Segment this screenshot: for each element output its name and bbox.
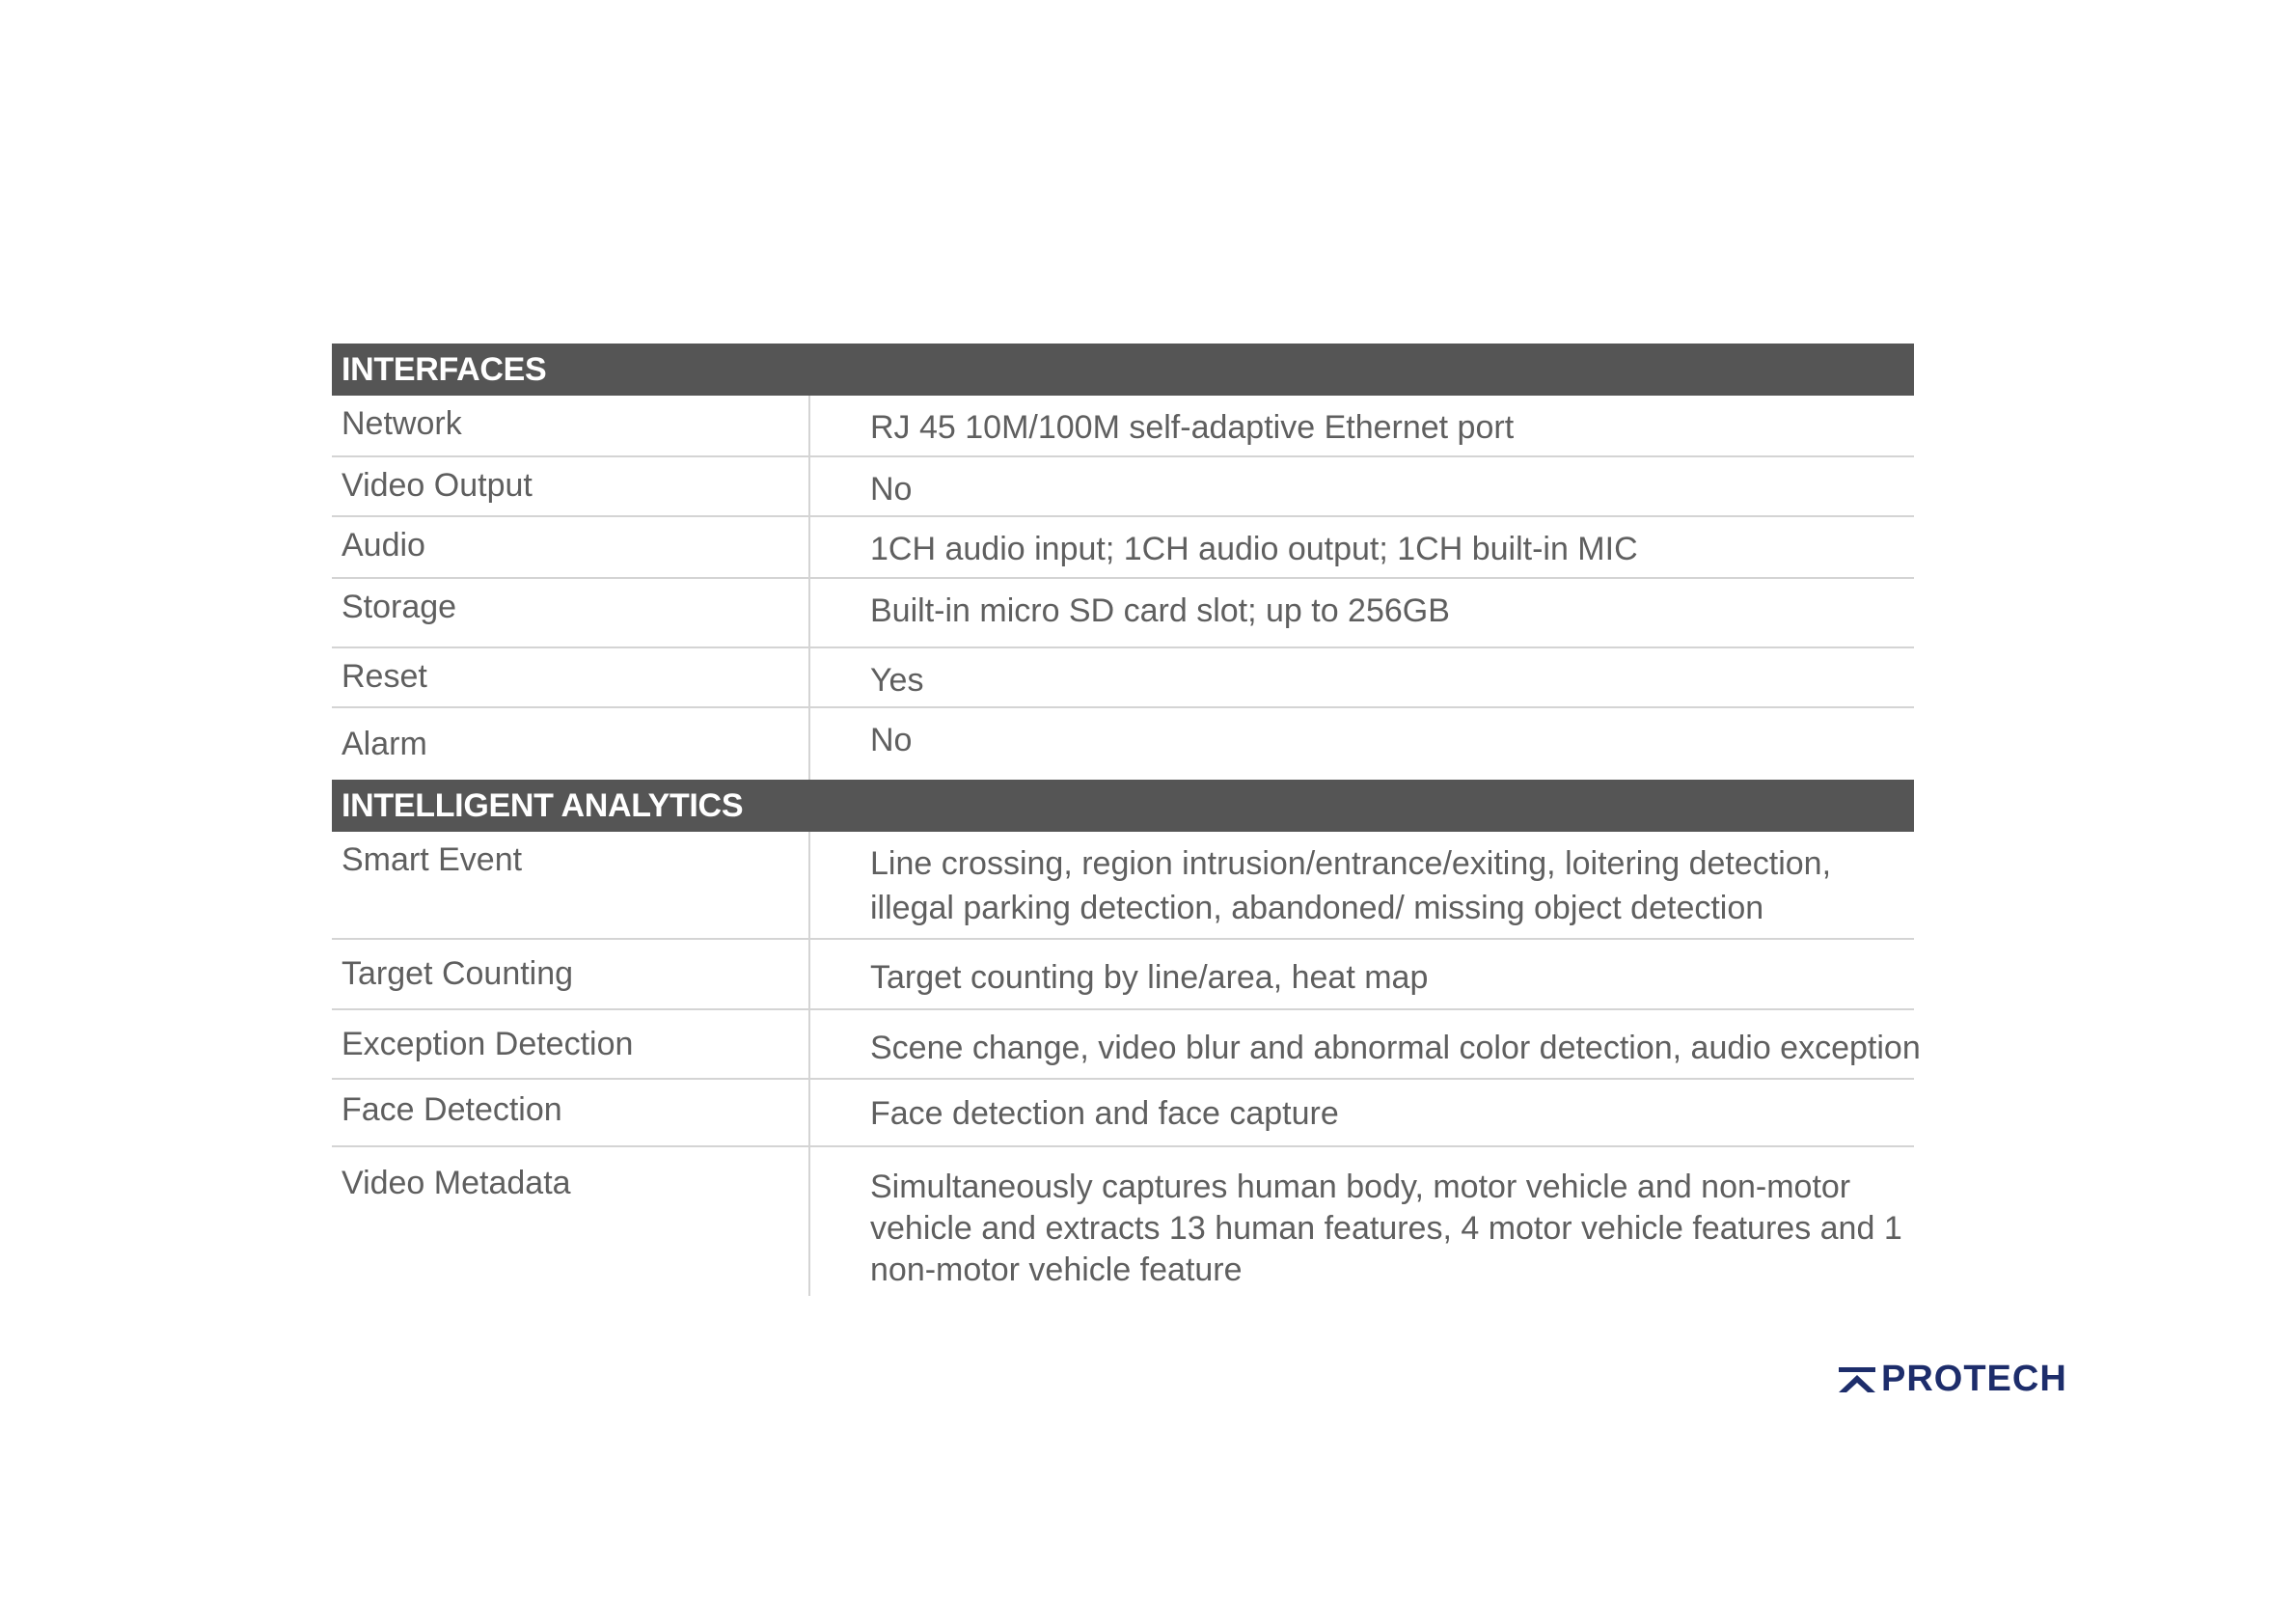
table-row [332,940,1914,1010]
row-label: Network [332,396,810,455]
protech-chevron-icon [1837,1365,1877,1394]
row-label: Audio [332,517,810,577]
row-label: Video Output [332,457,810,515]
row-label: Reset [332,648,810,706]
row-label: Target Counting [332,940,810,1008]
row-value: No [870,722,913,758]
section-header-interfaces: INTERFACES [332,344,1914,396]
table-row [332,708,1914,780]
row-value: Built-in micro SD card slot; up to 256GB [870,592,1450,629]
table-row [332,579,1914,648]
logo-text: PROTECH [1881,1359,2067,1399]
table-row [332,457,1914,517]
section-header-intelligent-analytics: INTELLIGENT ANALYTICS [332,780,1914,832]
row-label: Video Metadata [332,1147,810,1296]
table-row [332,517,1914,579]
row-label: Storage [332,579,810,646]
spec-table [332,344,1921,1296]
table-row [332,396,1914,457]
row-label: Smart Event [332,832,810,938]
row-value: RJ 45 10M/100M self-adaptive Ethernet port [870,409,1515,446]
row-value: Yes [870,662,924,699]
row-value: Scene change, video blur and abnormal color detection, audio exception [870,1030,1921,1066]
row-value: Face detection and face capture [870,1095,1339,1132]
row-value: No [870,471,913,508]
row-label: Exception Detection [332,1010,810,1078]
table-row [332,1080,1914,1147]
row-label: Alarm [332,708,810,780]
row-label: Face Detection [332,1080,810,1145]
row-value: 1CH audio input; 1CH audio output; 1CH built-in MIC [870,531,1638,567]
table-row [332,1147,1914,1296]
row-value: Line crossing, region intrusion/entrance/exiting, loitering detection, illegal parking detection, abandoned/ missing object detection [870,845,1832,926]
table-row [332,1010,1921,1080]
row-value: Simultaneously captures human body, motor vehicle and non-motor vehicle and extracts 13 human features, 4 motor vehicle features and 1 non-motor vehicle feature [870,1169,1902,1288]
row-value: Target counting by line/area, heat map [870,959,1429,996]
table-row [332,648,1914,708]
protech-logo [1837,1359,2067,1400]
table-row [332,832,1914,940]
